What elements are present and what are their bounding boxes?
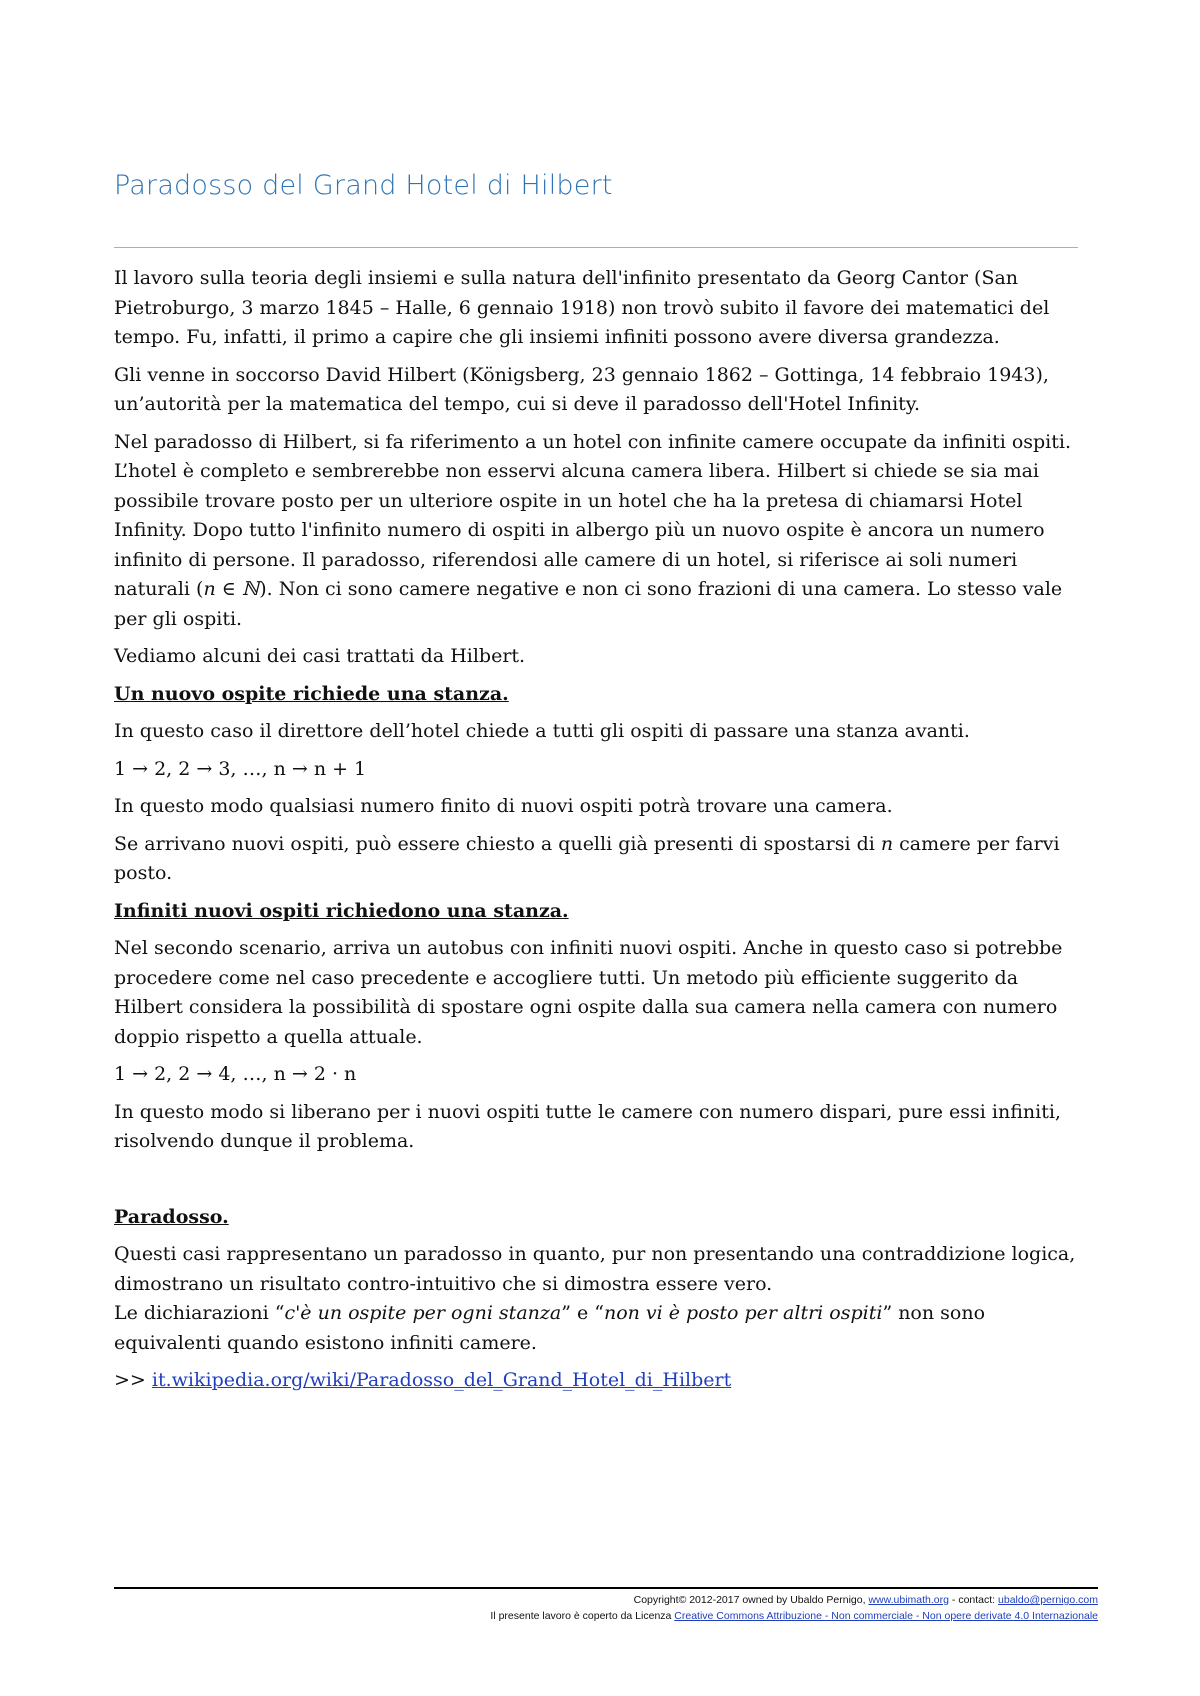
statements-text-a: Le dichiarazioni “ — [114, 1302, 285, 1324]
quote-no-room: non vi è posto per altri ospiti — [603, 1302, 883, 1324]
document-body — [114, 264, 1082, 1404]
paragraph-finite-guests: In questo modo qualsiasi numero finito di nuovi ospiti potrà trovare una camera. — [114, 795, 893, 817]
license-link[interactable]: Creative Commons Attribuzione - Non commerciale - Non opere derivate 4.0 Internazionale — [674, 1610, 1098, 1622]
license-text: Il presente lavoro è coperto da Licenza — [490, 1610, 675, 1622]
paragraph-cantor: Il lavoro sulla teoria degli insiemi e sulla natura dell'infinito presentato da Georg Cantor (San Pietroburgo, 3 marzo 1845 – Halle, 6 gennaio 1918) non trovò subito il favore dei matematici del tempo. Fu, infatti, il primo a capire che gli insiemi infiniti possono avere diversa grandezza. — [114, 267, 1050, 348]
paragraph-paradox-explanation: Questi casi rappresentano un paradosso in quanto, pur non presentando una contraddizione logica, dimostrano un risultato contro-intuitivo che si dimostra essere vero. — [114, 1243, 1076, 1295]
paragraph-paradox-text-b: ). Non ci sono camere negative e non ci sono frazioni di una camera. Lo stesso vale per gli ospiti. — [114, 578, 1063, 630]
wikipedia-link[interactable]: it.wikipedia.org/wiki/Paradosso_del_Grand_Hotel_di_Hilbert — [151, 1369, 732, 1391]
title-divider — [114, 247, 1078, 248]
footer-divider — [114, 1587, 1098, 1589]
heading-infinite-guests: Infiniti nuovi ospiti richiedono una stanza. — [114, 899, 569, 922]
page-title: Paradosso del Grand Hotel di Hilbert — [114, 170, 613, 201]
paragraph-n-guests-text-b: camere per farvi posto. — [114, 832, 1060, 884]
statements-text-c: ” non sono equivalenti quando esistono infiniti camere. — [114, 1302, 986, 1354]
paragraph-paradox-intro — [114, 428, 1082, 635]
footer-copyright — [634, 1594, 1098, 1606]
contact-label: - contact: — [948, 1594, 999, 1606]
section-spacer — [114, 1165, 1082, 1203]
link-prefix: >> — [114, 1369, 152, 1391]
wikipedia-link-line — [114, 1366, 1082, 1396]
ubimath-link[interactable]: www.ubimath.org — [868, 1594, 949, 1606]
quote-one-guest-per-room: c'è un ospite per ogni stanza — [284, 1302, 562, 1324]
formula-shift-one: 1 → 2, 2 → 3, …, n → n + 1 — [114, 757, 367, 780]
email-link[interactable]: ubaldo@pernigo.com — [998, 1594, 1098, 1606]
statements-text-b: ” e “ — [561, 1302, 604, 1324]
natural-numbers-math: n ∈ ℕ — [203, 578, 260, 600]
heading-paradox: Paradosso. — [114, 1205, 229, 1228]
paragraph-bus: Nel secondo scenario, arriva un autobus con infiniti nuovi ospiti. Anche in questo caso si potrebbe procedere come nel caso precedente e accogliere tutti. Un metodo più efficiente suggerito da Hilbert considera la possibilità di spostare ogni ospite dalla sua camera nella camera con numero doppio rispetto a quella attuale. — [114, 937, 1063, 1048]
paragraph-hilbert: Gli venne in soccorso David Hilbert (Königsberg, 23 gennaio 1862 – Gottinga, 14 febbraio 1943), un’autorità per la matematica del tempo, cui si deve il paradosso dell'Hotel Infinity. — [114, 363, 1049, 415]
paragraph-new-guest: In questo caso il direttore dell’hotel chiede a tutti gli ospiti di passare una stanza avanti. — [114, 720, 970, 742]
n-math: n — [880, 832, 894, 855]
formula-double: 1 → 2, 2 → 4, …, n → 2 · n — [114, 1063, 357, 1085]
paragraph-odd-rooms: In questo modo si liberano per i nuovi ospiti tutte le camere con numero dispari, pure essi infiniti, risolvendo dunque il problema. — [114, 1100, 1061, 1152]
paragraph-paradox-text-a: Nel paradosso di Hilbert, si fa riferimento a un hotel con infinite camere occupate da infiniti ospiti. L’hotel è completo e sembrerebbe non esservi alcuna camera libera. Hilbert si chiede se sia mai possibile trovare posto per un ulteriore ospite in un hotel che ha la pretesa di chiamarsi Hotel Infinity. Dopo tutto l'infinito numero di ospiti in albergo più un nuovo ospite è ancora un numero infinito di persone. Il paradosso, riferendosi alle camere di un hotel, si riferisce ai soli numeri naturali ( — [114, 430, 1071, 600]
paragraph-n-guests — [114, 830, 1082, 889]
copyright-text: Copyright© 2012-2017 owned by Ubaldo Pernigo, — [633, 1594, 869, 1606]
heading-new-guest: Un nuovo ospite richiede una stanza. — [114, 682, 509, 705]
paragraph-n-guests-text-a: Se arrivano nuovi ospiti, può essere chiesto a quelli già presenti di spostarsi di — [114, 832, 881, 855]
paragraph-cases-intro: Vediamo alcuni dei casi trattati da Hilbert. — [114, 645, 526, 667]
footer-license — [490, 1610, 1098, 1622]
paragraph-statements — [114, 1299, 1082, 1358]
